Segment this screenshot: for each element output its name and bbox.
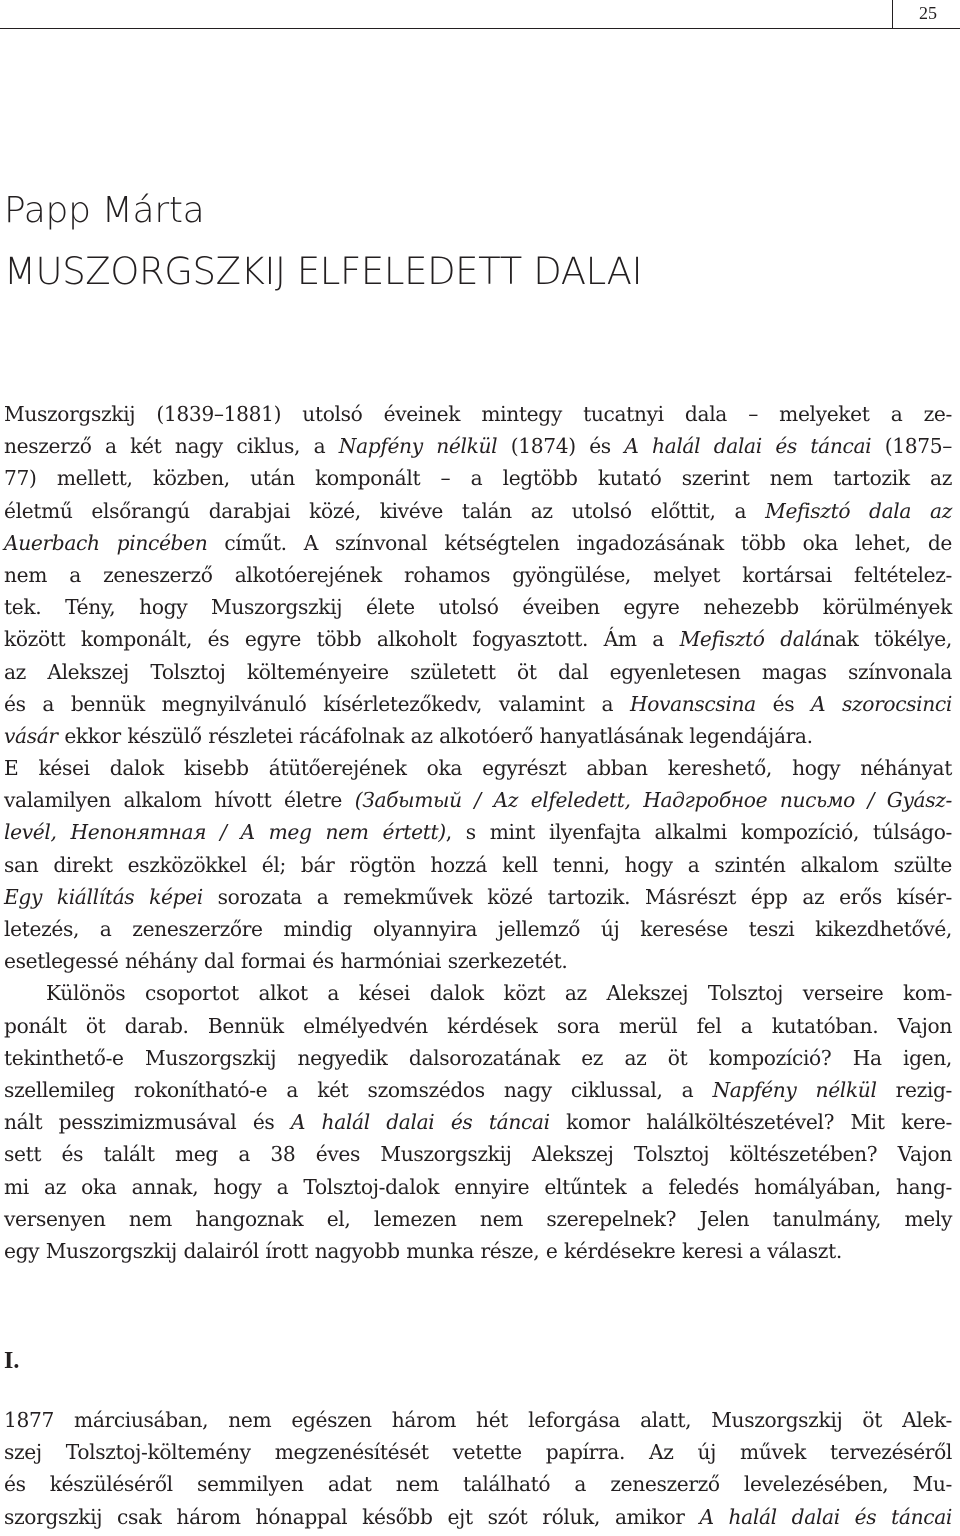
text-line: neszerző a két nagy ciklus, a Napfény nélkül (1874) és A halál dalai és táncai (1875– xyxy=(4,434,952,459)
text-line: san direkt eszközökkel él; bár rögtön hozzá kell tenni, hogy a szintén alkalom szülte xyxy=(4,852,952,877)
text-line: életmű elsőrangú darabjai közé, kivéve talán az utolsó előttit, a Mefisztó dala az xyxy=(4,498,952,523)
text-line: nált pesszimizmusával és A halál dalai és táncai komor halálköltészetével? Mit kere- xyxy=(4,1110,952,1135)
text-line: levél, Непонятная / A meg nem értett), s mint ilyenfajta alkalmi kompozíció, túlságo- xyxy=(4,820,952,845)
article-title: MUSZORGSZKIJ ELFELEDETT DALAI xyxy=(4,250,643,293)
header-horizontal-rule xyxy=(0,28,960,29)
text-line: Auerbach pincében címűt. A színvonal kétségtelen ingadozásának több oka lehet, de xyxy=(4,530,953,555)
section-heading: I. xyxy=(4,1348,20,1374)
text-line: szellemileg rokonítható-e a két szomszédos nagy ciklussal, a Napfény nélkül rezig- xyxy=(4,1077,953,1102)
text-line: valamilyen alkalom hívott életre (Забытый / Az elfeledett, Надгробное письмо / Gyász- xyxy=(4,788,953,813)
text-line: Egy kiállítás képei sorozata a remekművek közé tartozik. Másrészt épp az erős kísér- xyxy=(4,884,952,909)
text-line: és a bennük megnyilvánuló kísérletezőkedv, valamint a Hovanscsina és A szorocsinci xyxy=(4,691,952,716)
text-line: tekinthető-e Muszorgszkij negyedik dalsorozatának ez az öt kompozíció? Ha igen, xyxy=(4,1045,952,1070)
text-line: és készüléséről semmilyen adat nem található a zeneszerző levelezésében, Mu- xyxy=(4,1472,952,1497)
text-line: szorgszkij csak három hónappal később ejt szót róluk, amikor A halál dalai és táncai xyxy=(4,1504,952,1529)
header-vertical-rule xyxy=(892,0,893,29)
text-line: mi az oka annak, hogy a Tolsztoj-dalok ennyire eltűntek a feledés homályában, hang- xyxy=(4,1174,952,1199)
text-line: letezés, a zeneszerzőre mindig olyannyira jellemző új keresése teszi kikezdhetővé, xyxy=(4,917,952,941)
intro-text xyxy=(4,398,952,1267)
header-rule xyxy=(0,0,960,30)
text-line: vásár ekkor készülő részletei rácáfolnak az alkotóerő hanyatlásának legendájára. xyxy=(4,723,813,748)
text-line: esetlegessé néhány dal formai és harmóniai szerkezetét. xyxy=(4,949,568,974)
text-line: sett és talált meg a 38 éves Muszorgszkij Alekszej Tolsztoj költészetében? Vajon xyxy=(4,1142,952,1167)
text-line: 1877 márciusában, nem egészen három hét leforgása alatt, Muszorgszkij öt Alek- xyxy=(4,1408,952,1432)
text-line: versenyen nem hangoznak el, lemezen nem szerepelnek? Jelen tanulmány, mely xyxy=(4,1206,952,1231)
article-author: Papp Márta xyxy=(4,190,205,231)
text-line: ponált öt darab. Bennük elmélyedvén kérdések sora merül fel a kutatóban. Vajon xyxy=(4,1013,952,1038)
text-line: között komponált, és egyre több alkoholt fogyasztott. Ám a Mefisztó dalának tökélye, xyxy=(4,627,952,652)
text-line: E kései dalok kisebb átütőerejének oka egyrészt abban kereshető, hogy néhányat xyxy=(4,756,952,781)
text-line: Különös csoportot alkot a kései dalok közt az Alekszej Tolsztoj verseire kom- xyxy=(46,981,952,1006)
page-number: 25 xyxy=(919,3,937,23)
text-line: egy Muszorgszkij dalairól írott nagyobb munka része, e kérdésekre keresi a választ. xyxy=(4,1238,842,1263)
text-line: 77) mellett, közben, után komponált – a legtöbb kutató szerint nem tartozik az xyxy=(4,466,952,491)
text-line: nem a zeneszerző alkotóerejének rohamos gyöngülése, melyet kortársai feltételez- xyxy=(4,562,952,587)
text-line: Muszorgszkij (1839–1881) utolsó éveinek mintegy tucatnyi dala – melyeket a ze- xyxy=(4,402,952,426)
text-line: tek. Tény, hogy Muszorgszkij élete utolsó éveiben egyre nehezebb körülmények xyxy=(4,595,952,620)
section-one-text xyxy=(4,1404,952,1533)
text-line: az Alekszej Tolsztoj költeményeire született öt dal egyenletesen magas színvonala xyxy=(4,659,952,684)
text-line: szej Tolsztoj-költemény megzenésítését vetette papírra. Az új művek tervezéséről xyxy=(4,1440,952,1465)
